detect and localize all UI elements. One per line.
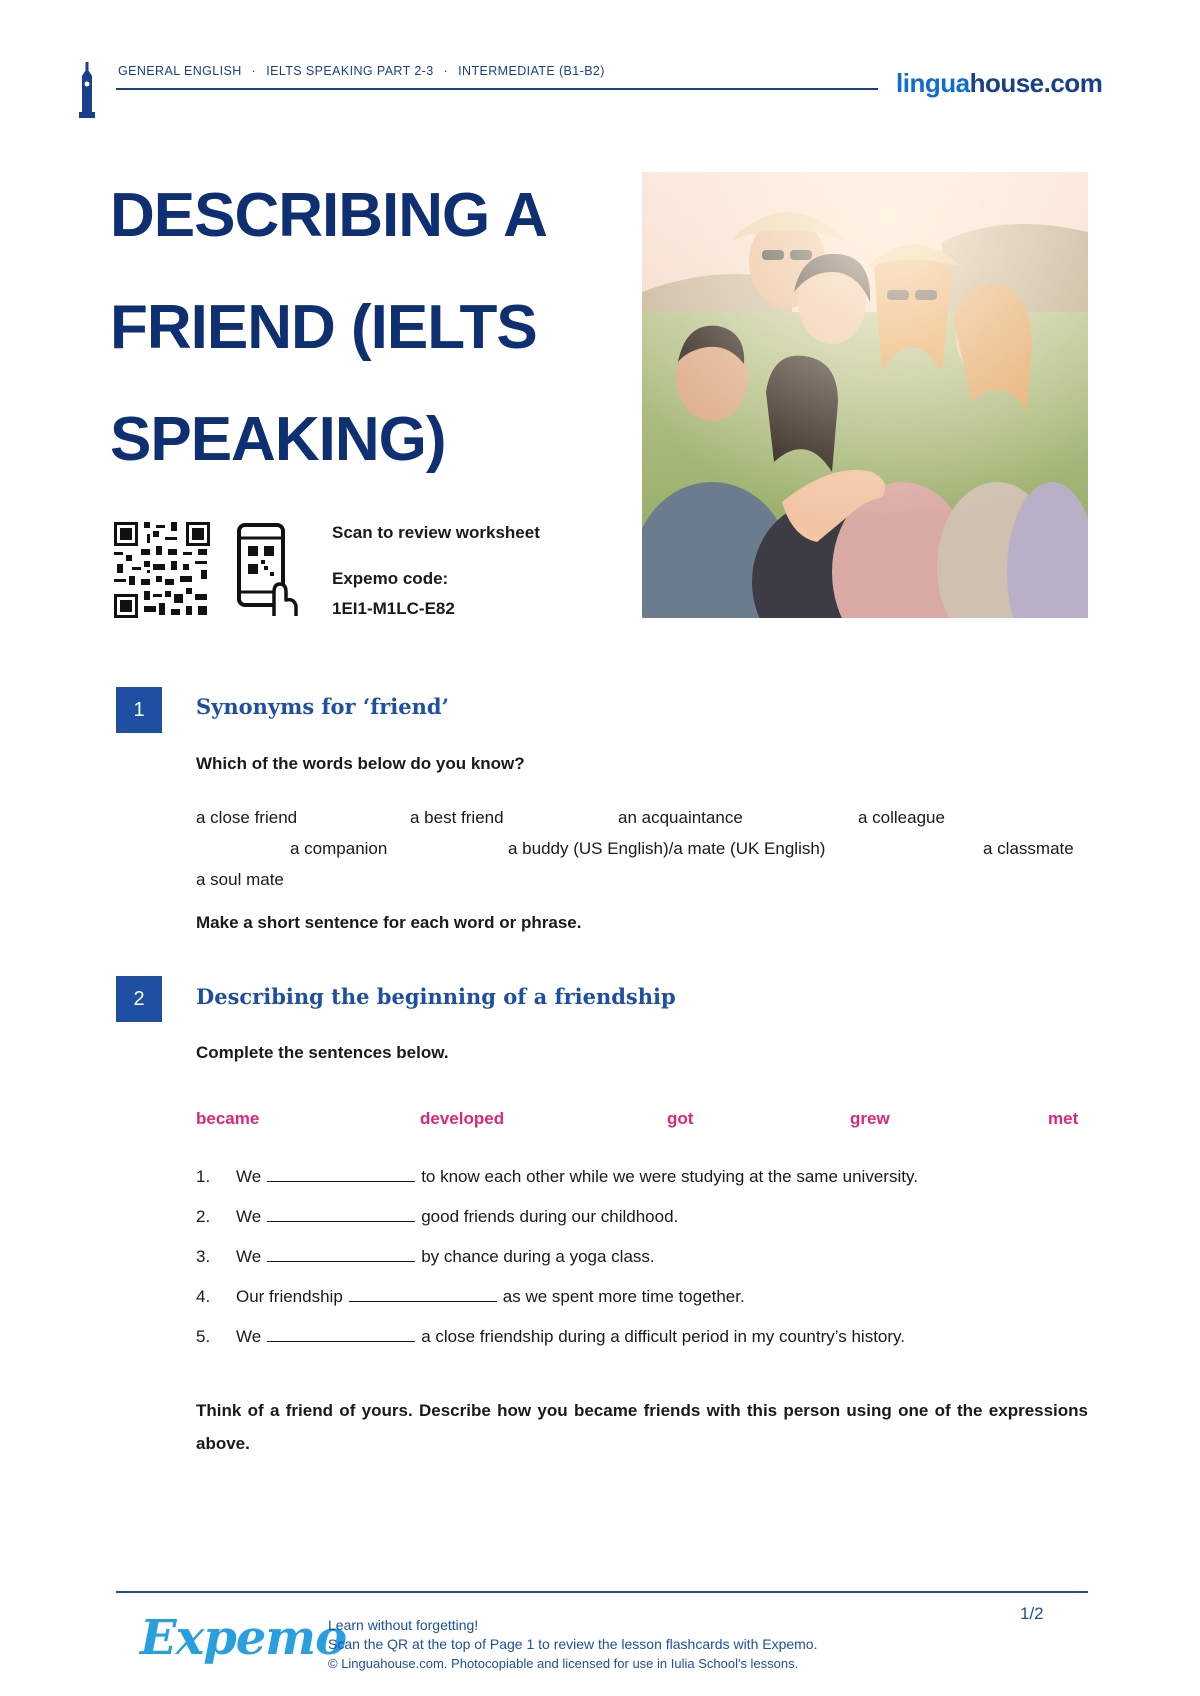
- section-1-question: Which of the words below do you know?: [196, 754, 525, 773]
- answer-blank[interactable]: [267, 1206, 415, 1222]
- exercise-sentence: [196, 1326, 905, 1347]
- expemo-logo[interactable]: Expemo: [140, 1610, 347, 1666]
- sentence-number: 2.: [196, 1207, 211, 1226]
- sentence-start: We: [236, 1207, 262, 1226]
- sentence-number: 4.: [196, 1287, 211, 1306]
- vocab-word: a soul mate: [196, 870, 284, 889]
- sentence-end: as we spent more time together.: [502, 1287, 745, 1306]
- answer-blank[interactable]: [267, 1166, 415, 1182]
- section-2-title: Describing the beginning of a friendship: [196, 984, 676, 1009]
- crumb-level-2: IELTS SPEAKING PART 2-3: [266, 64, 434, 78]
- sentence-end: a close friendship during a difficult period in my country’s history.: [421, 1327, 905, 1346]
- sentence-end: to know each other while we were studying at the same university.: [421, 1167, 918, 1186]
- phone-scan-icon: [236, 522, 300, 618]
- word-bank-item: developed: [420, 1109, 505, 1128]
- expemo-code: 1EI1-M1LC-E82: [332, 599, 455, 618]
- section-1-task: Make a short sentence for each word or phrase.: [196, 913, 582, 932]
- crumb-level-1: GENERAL ENGLISH: [118, 64, 242, 78]
- group-of-friends-photo: [642, 172, 1088, 618]
- footer-divider: [116, 1591, 1088, 1593]
- scan-info: [332, 522, 540, 620]
- vocab-word: a colleague: [858, 808, 945, 827]
- breadcrumb: [118, 64, 605, 78]
- sentence-number: 5.: [196, 1327, 211, 1346]
- sentence-end: good friends during our childhood.: [421, 1207, 679, 1226]
- section-1-title: Synonyms for ‘friend’: [196, 694, 449, 719]
- word-bank-item: grew: [850, 1109, 890, 1128]
- answer-blank[interactable]: [267, 1246, 415, 1262]
- brand-rest: house.com: [969, 68, 1103, 98]
- footer-instruction: Scan the QR at the top of Page 1 to review the lesson flashcards with Expemo.: [328, 1636, 818, 1652]
- page-number: 1/2: [1020, 1604, 1044, 1623]
- vocab-word: a classmate: [983, 839, 1074, 858]
- brand-accent: lingua: [896, 68, 970, 98]
- crumb-level-3: INTERMEDIATE (B1-B2): [458, 64, 605, 78]
- scan-label: Scan to review worksheet: [332, 523, 540, 542]
- vocab-word: a buddy (US English)/a mate (UK English): [508, 839, 826, 858]
- footer-copyright: © Linguahouse.com. Photocopiable and licensed for use in Iulia School's lessons.: [328, 1656, 799, 1671]
- exercise-sentence: [196, 1166, 918, 1187]
- vocab-word: a companion: [290, 839, 388, 858]
- section-1-badge: 1: [116, 687, 162, 733]
- crumb-separator: ·: [443, 64, 449, 78]
- vocab-word: a best friend: [410, 808, 504, 827]
- word-bank-item: got: [667, 1109, 694, 1128]
- exercise-sentence: [196, 1206, 678, 1227]
- page-title: [110, 160, 630, 496]
- brand-logo[interactable]: [896, 68, 1102, 99]
- sentence-start: We: [236, 1327, 262, 1346]
- header-divider: [116, 88, 878, 90]
- vocab-word: a close friend: [196, 808, 298, 827]
- sentence-end: by chance during a yoga class.: [421, 1247, 655, 1266]
- answer-blank[interactable]: [267, 1326, 415, 1342]
- sentence-start: We: [236, 1247, 262, 1266]
- section-2-instruction: Complete the sentences below.: [196, 1043, 449, 1062]
- title-line: SPEAKING): [110, 405, 446, 474]
- section-2-badge: 2: [116, 976, 162, 1022]
- tower-icon: [78, 62, 96, 118]
- exercise-sentence: [196, 1286, 745, 1307]
- vocab-word: an acquaintance: [618, 808, 743, 827]
- expemo-code-label: Expemo code:: [332, 569, 449, 588]
- title-line: DESCRIBING A: [110, 181, 547, 250]
- answer-blank[interactable]: [349, 1286, 497, 1302]
- footer-text: [328, 1616, 818, 1673]
- word-bank-item: met: [1048, 1109, 1079, 1128]
- crumb-separator: ·: [251, 64, 257, 78]
- qr-code-icon[interactable]: [114, 522, 210, 618]
- sentence-start: Our friendship: [236, 1287, 343, 1306]
- exercise-sentence: [196, 1246, 655, 1267]
- word-bank-item: became: [196, 1109, 260, 1128]
- footer-tagline: Learn without forgetting!: [328, 1617, 479, 1633]
- sentence-start: We: [236, 1167, 262, 1186]
- title-line: FRIEND (IELTS: [110, 293, 537, 362]
- section-2-task: Think of a friend of yours. Describe how you became friends with this person using one of the expressions above.: [196, 1401, 1088, 1453]
- sentence-number: 3.: [196, 1247, 211, 1266]
- sentence-number: 1.: [196, 1167, 211, 1186]
